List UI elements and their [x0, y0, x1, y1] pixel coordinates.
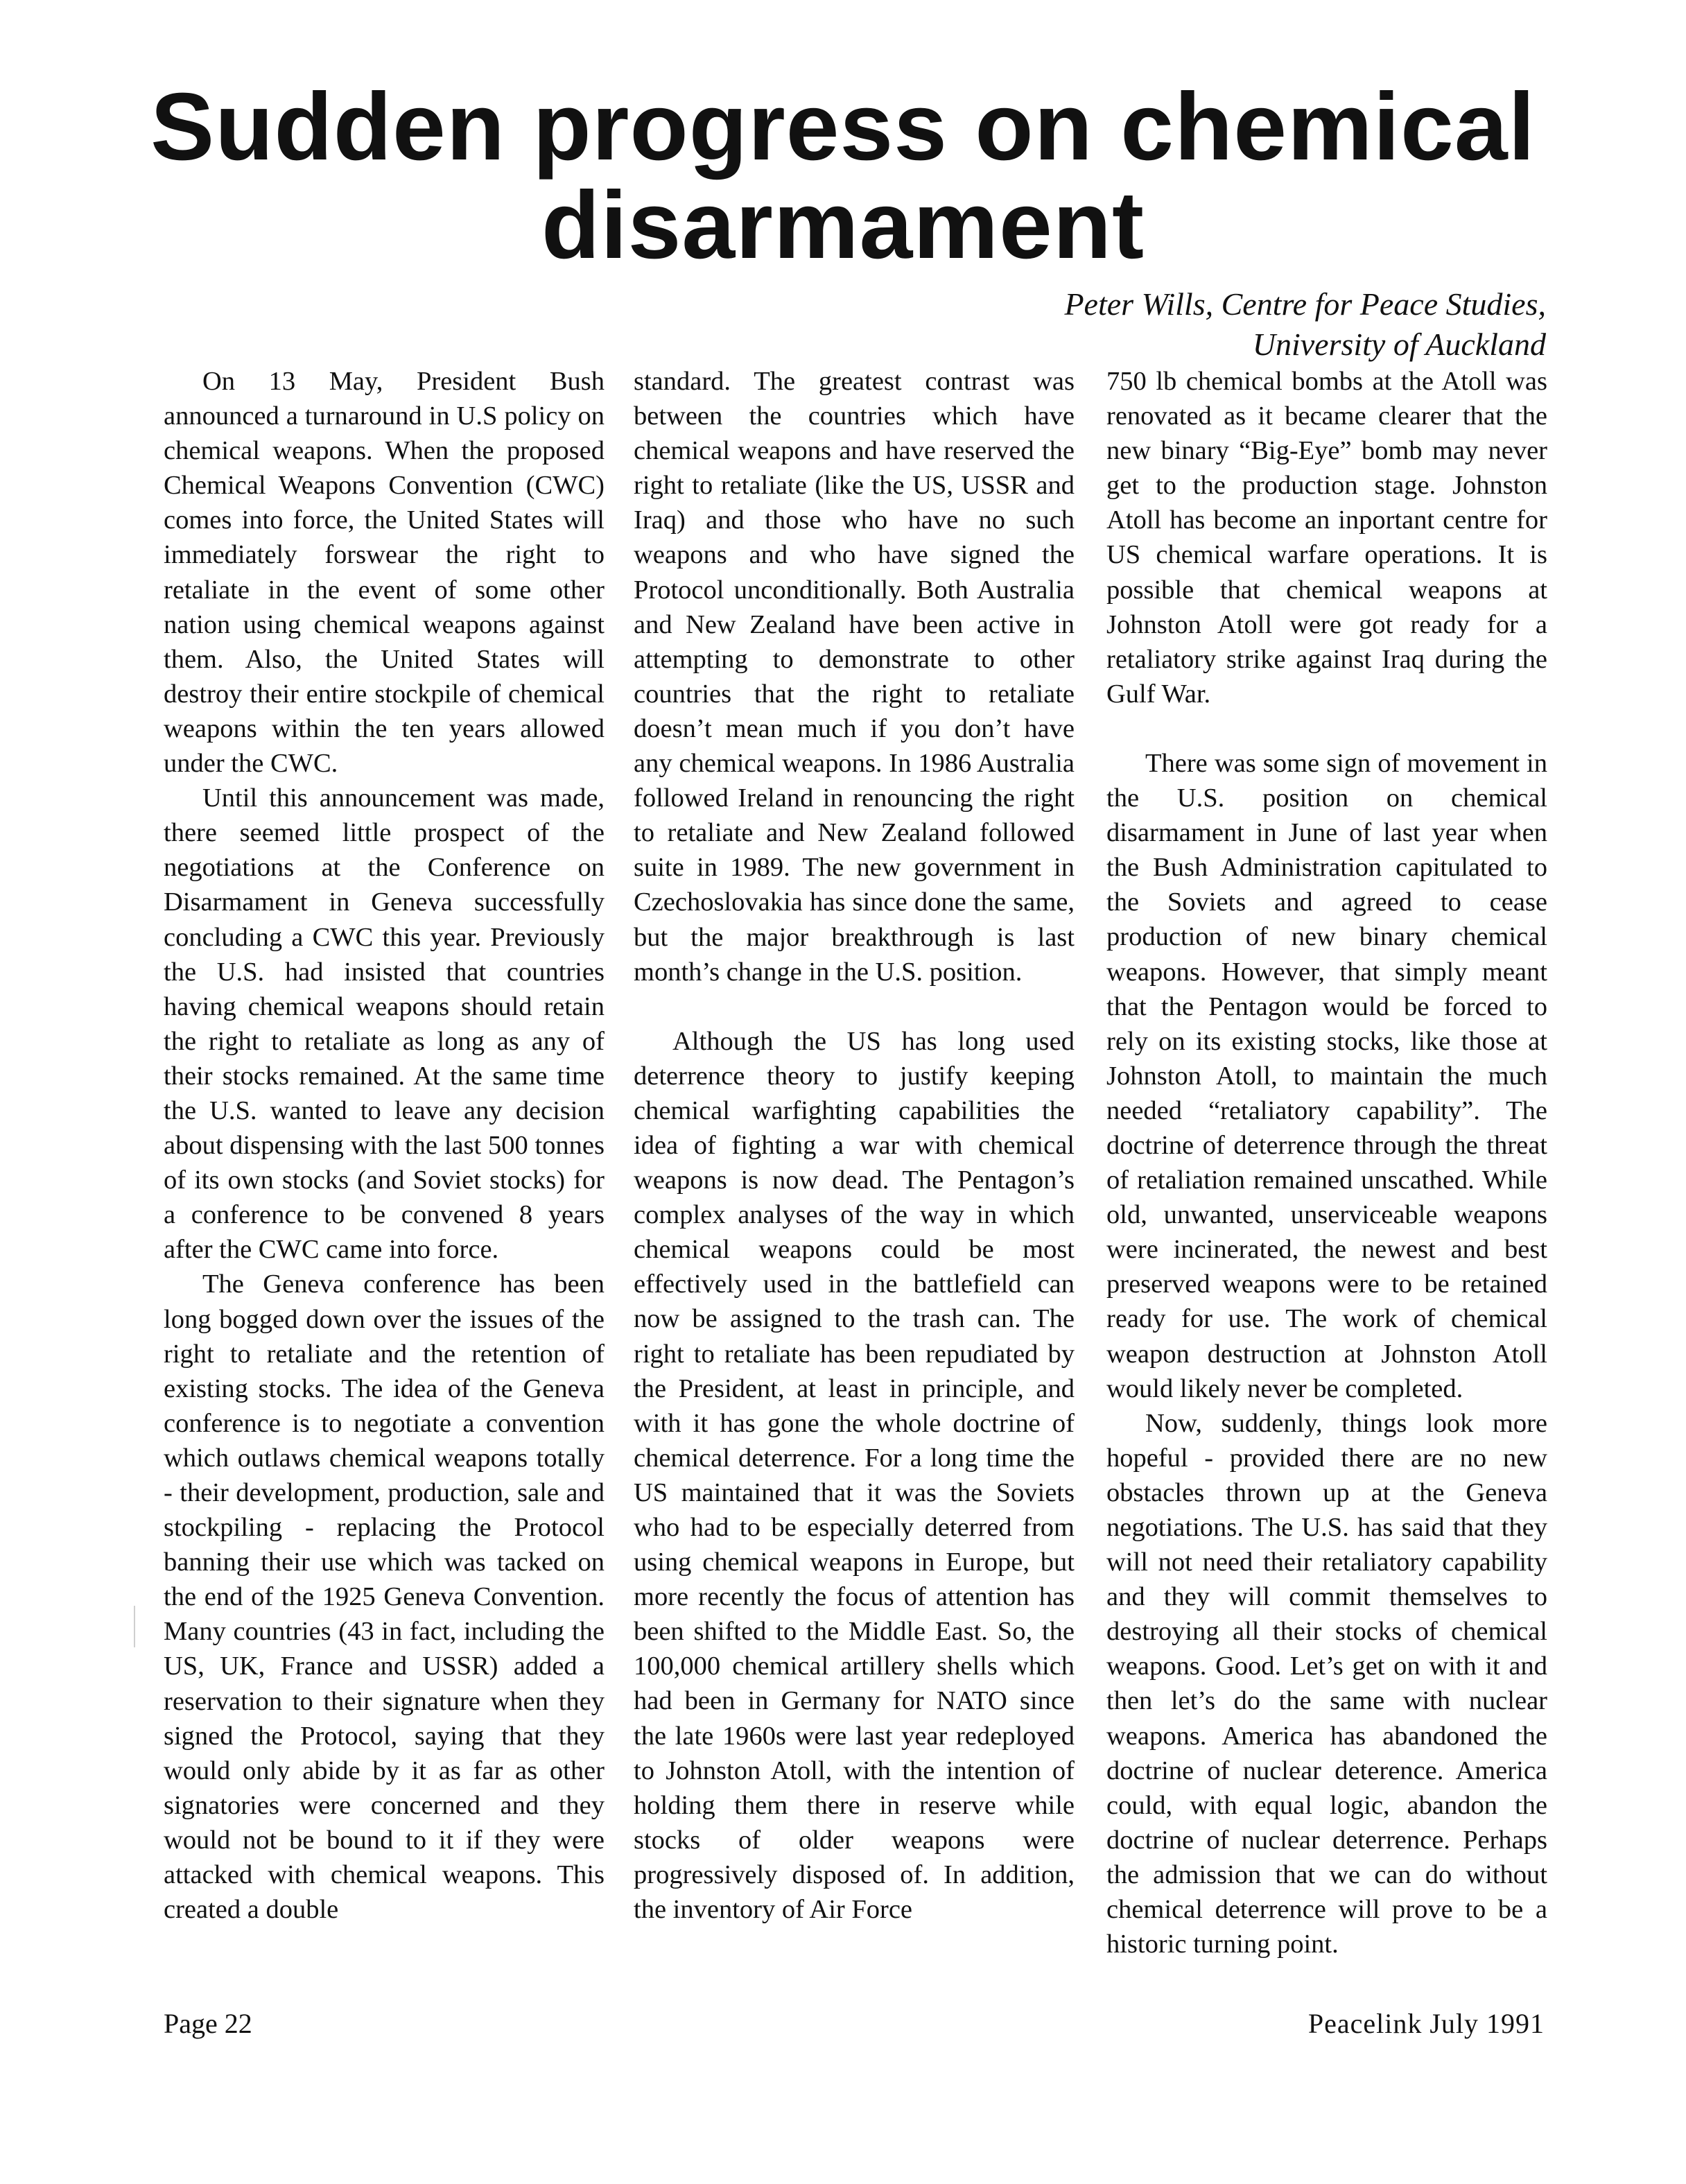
text-column-3	[1106, 364, 1547, 1961]
paragraph: Now, suddenly, things look more hopeful - provided there are no new obstacles thrown up at the Geneva negotiations. The U.S. has said that they will not need their retaliatory capability and they will commit themselves to destroying all their stocks of chemical weapons. Good. Let’s get on with it and then let’s do the same with nuclear weapons. America has abandoned the doctrine of nuclear deterence. America could, with equal logic, abandon the doctrine of nuclear deterrence. Perhaps the admission that we can do without chemical deterrence will prove to be a historic turning point.	[1106, 1408, 1547, 1959]
byline-affiliation-line: University of Auckland	[1252, 327, 1546, 362]
byline-author-line: Peter Wills, Centre for Peace Studies,	[1064, 286, 1546, 322]
publication-issue: Peacelink July 1991	[1307, 2008, 1545, 2039]
paragraph: Until this announcement was made, there seemed little prospect of the negotiations at the Conference on Disarmament in Geneva successfully concluding a CWC this year. Previously the U.S. had insisted that countries having chemical weapons should retain the right to retaliate as long as any of their stocks remained. At the same time the U.S. wanted to leave any decision about dispensing with the last 500 tonnes of its own stocks (and Soviet stocks) for a conference to be convened 8 years after the CWC came into force.	[164, 783, 605, 1265]
paragraph-continued: 750 lb chemical bombs at the Atoll was renovated as it became clearer that the new binary “Big-Eye” bomb may never get to the production stage. Johnston Atoll has become an inportant centre for US chemical warfare operations. It is possible that chemical weapons at Johnston Atoll were got ready for a retaliatory strike against Iraq during the Gulf War.	[1106, 367, 1547, 709]
paragraph: The Geneva conference has been long bogged down over the issues of the right to retaliate and the retention of existing stocks. The idea of the Geneva conference is to negotiate a convention which outlaws chemical weapons totally - their development, production, sale and stockpiling - replacing the Protocol banning their use which was tacked on the end of the 1925 Geneva Convention. Many countries (43 in fact, including the US, UK, France and USSR) added a reservation to their signature when they signed the Protocol, saying that they would only abide by it as far as other signatories were concerned and they would not be bound to it if they were attacked with chemical weapons. This created a double	[164, 1269, 605, 1925]
text-column-2	[634, 364, 1075, 1927]
scan-mark	[134, 1606, 135, 1647]
article-title: Sudden progress on chemical disarmament	[150, 73, 1536, 279]
page-number: Page 22	[164, 2008, 252, 2039]
paragraph-continued: standard. The greatest contrast was between the countries which have chemical weapons and have reserved the right to retaliate (like the US, USSR and Iraq) and those who have no such weapons and who have signed the Protocol unconditionally. Both Australia and New Zealand have been active in attempting to demonstrate to other countries that the right to retaliate doesn’t mean much if you don’t have any chemical weapons. In 1986 Australia followed Ireland in renouncing the right to retaliate and New Zealand followed suite in 1989. The new government in Czechoslovakia has since done the same, but the major breakthrough is last month’s change in the U.S. position.	[634, 367, 1075, 987]
paragraph: There was some sign of movement in the U.S. position on chemical disarmament in June of last year when the Bush Administration capitulated to the Soviets and agreed to cease production of new binary chemical weapons. However, that simply meant that the Pentagon would be forced to rely on its existing stocks, like those at Johnston Atoll, to maintain the much needed “retaliatory capability”. The doctrine of deterrence through the threat of retaliation remained unscathed. While old, unwanted, unserviceable weapons were incinerated, the newest and best preserved weapons were to be retained ready for use. The work of chemical weapon destruction at Johnston Atoll would likely never be completed.	[1106, 748, 1547, 1403]
paragraph: Although the US has long used deterrence theory to justify keeping chemical warfighting capabilities the idea of fighting a war with chemical weapons is now dead. The Pentagon’s complex analyses of the way in which chemical weapons could be most effectively used in the battlefield can now be assigned to the trash can. The right to retaliate has been repudiated by the President, at least in principle, and with it has gone the whole doctrine of chemical deterrence. For a long time the US maintained that it was the Soviets who had to be especially deterred from using chemical weapons in Europe, but more recently the focus of attention has been shifted to the Middle East. So, the 100,000 chemical artillery shells which had been in Germany for NATO since the late 1960s were last year redeployed to Johnston Atoll, with the intention of holding them there in reserve while stocks of older weapons were progressively disposed of. In addition, the inventory of Air Force	[634, 1026, 1075, 1925]
paragraph: On 13 May, President Bush announced a turnaround in U.S policy on chemical weapons. When the proposed Chemical Weapons Convention (CWC) comes into force, the United States will immediately forswear the right to retaliate in the event of some other nation using chemical weapons against them. Also, the United States will destroy their entire stockpile of chemical weapons within the ten years allowed under the CWC.	[164, 367, 605, 779]
article-byline	[901, 284, 1546, 365]
text-column-1	[164, 364, 605, 1927]
